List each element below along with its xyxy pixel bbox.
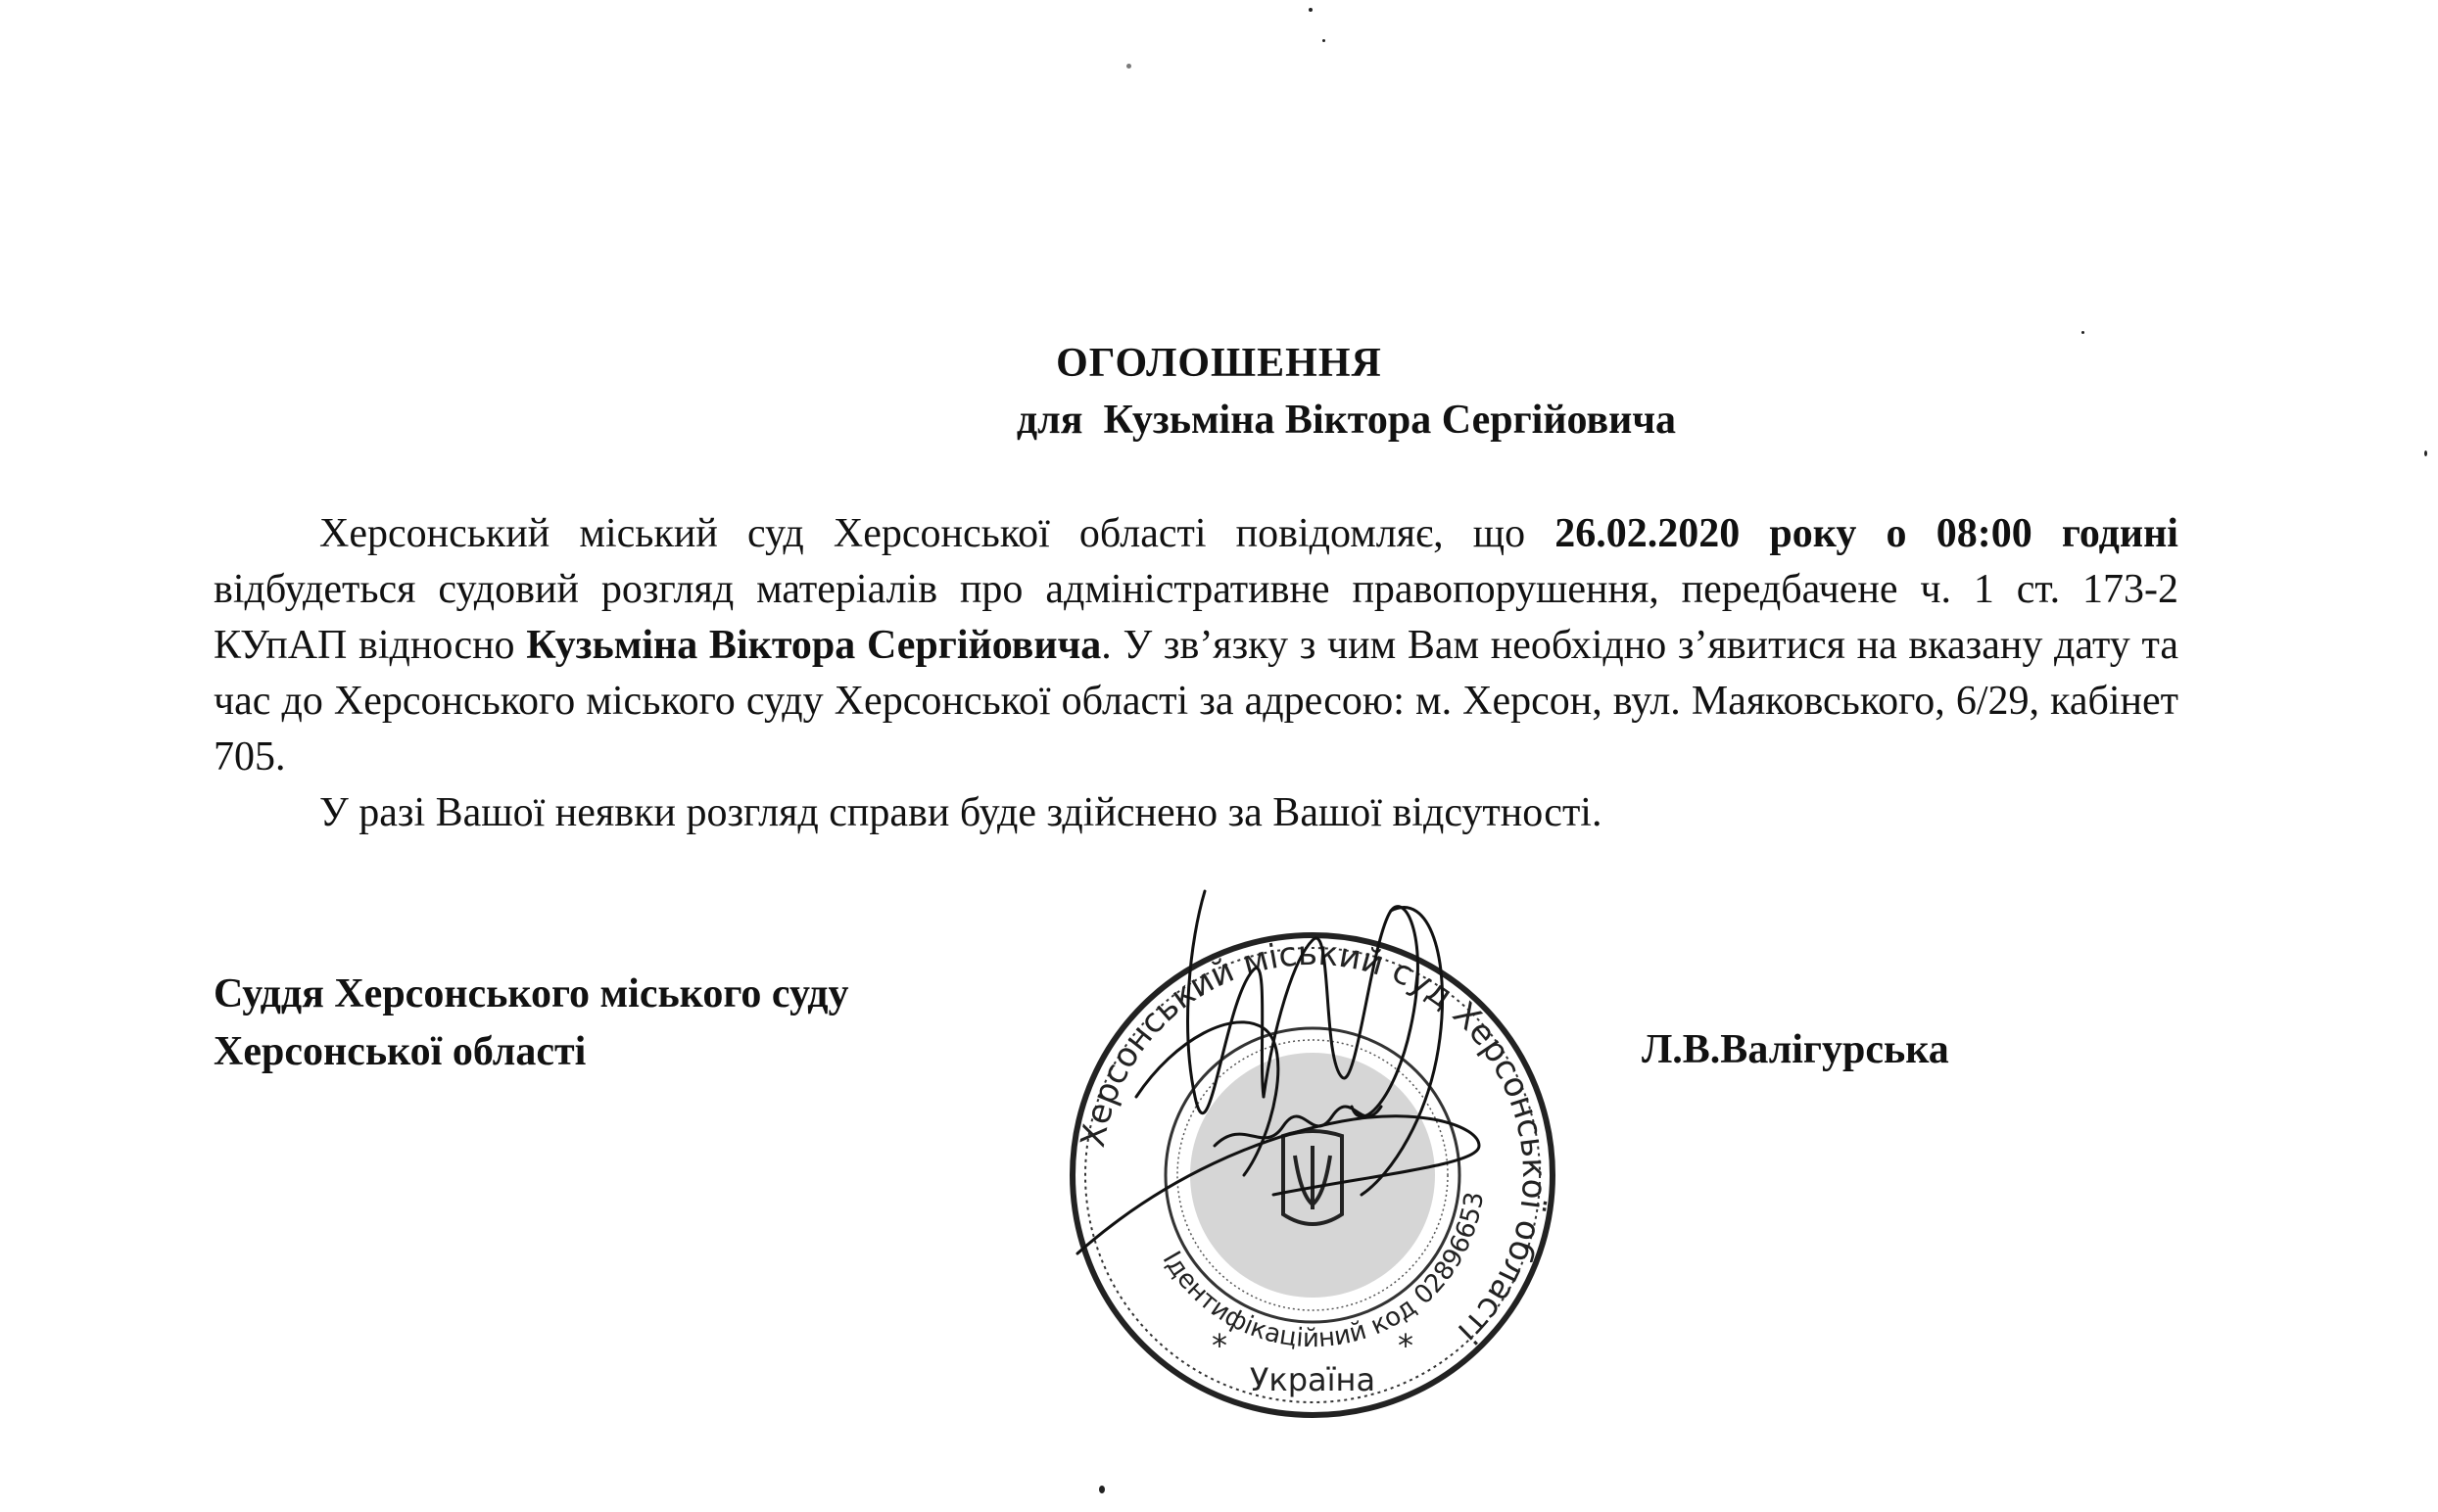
seal-graphic [1019, 881, 1606, 1469]
judge-position-line-2: Херсонської області [214, 1029, 587, 1074]
document-title: ОГОЛОШЕННЯ [1056, 341, 1382, 386]
judge-name: Л.В.Валігурська [1642, 1027, 1949, 1072]
seal-outer-text: Херсонський міський суд Херсонської області [1073, 933, 1554, 1351]
seal-star-left: * [1212, 1327, 1227, 1364]
scan-speck [1322, 39, 1325, 42]
seal-star-right: * [1398, 1327, 1413, 1364]
judge-position-line-1: Суддя Херсонського міського суду [214, 971, 849, 1016]
person-name: Кузьміна Віктора Сергійовича [526, 623, 1102, 668]
hearing-datetime: 26.02.2020 року о 08:00 годині [1554, 511, 2178, 556]
document-body [214, 506, 2178, 841]
body-paragraph-1 [214, 506, 2178, 785]
scan-speck [1126, 64, 1131, 69]
scan-speck [1099, 1486, 1105, 1493]
body-paragraph-2: У разі Вашої неявки розгляд справи буде здійснено за Вашої відсутності. [319, 790, 1602, 835]
court-intro-text: Херсонський міський суд Херсонської області повідомляє, що [319, 511, 1555, 556]
document-addressee: для Кузьміна Віктора Сергійовича [1016, 398, 1677, 443]
hearing-description: відбудеться судовий розгляд матеріалів про адміністративне правопорушення, передбачене ч. 1 ст. 173-2 КУпАП відносно [214, 567, 2178, 668]
scan-speck [1309, 8, 1313, 12]
judge-position [214, 966, 849, 1081]
appearance-instructions: . У зв’язку з чим Вам необхідно з’явитися на вказану дату та час до Херсонського міського суду Херсонської області за адресою: м. Херсон, вул. Маяковського, 6/29, кабінет 705. [214, 623, 2178, 780]
court-seal [1019, 881, 1606, 1469]
seal-inner-text: Ідентифікаційний код 02896653 [1156, 1190, 1491, 1354]
scan-speck [2081, 331, 2084, 334]
seal-country-text: Україна [1249, 1361, 1376, 1398]
scan-speck [2424, 450, 2427, 456]
